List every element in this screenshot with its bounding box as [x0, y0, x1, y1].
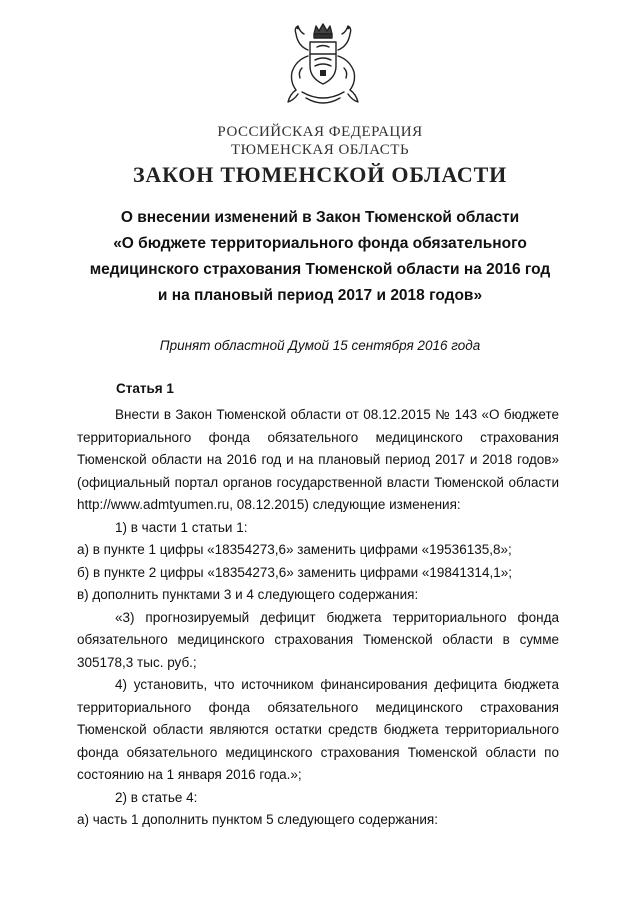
law-title-line: медицинского страхования Тюменской области на 2016 год [89, 261, 551, 278]
article-paragraph: 4) установить, что источником финансирования дефицита бюджета территориального фонда обязательного медицинского страхования Тюменской области являются остатки средств бюджета территориального фонда обязательного медицинского страхования Тюменской области по состоянию на 1 января 2016 года.»; [77, 677, 559, 782]
article-paragraph: а) часть 1 дополнить пунктом 5 следующего содержания: [77, 812, 438, 827]
article-paragraph: «3) прогнозируемый дефицит бюджета территориального фонда обязательного медицинского страхования Тюменской области в сумме 305178,3 тыс. руб.; [77, 609, 559, 670]
article-body [77, 404, 559, 832]
article-heading: Статья 1 [116, 381, 174, 396]
tyumen-coat-of-arms-icon [284, 20, 362, 112]
law-title-line: О внесении изменений в Закон Тюменской области [120, 209, 520, 226]
country-heading: РОССИЙСКАЯ ФЕДЕРАЦИЯ [217, 124, 423, 140]
law-title-line: и на плановый период 2017 и 2018 годов» [157, 287, 483, 304]
region-heading: ТЮМЕНСКАЯ ОБЛАСТЬ [230, 142, 410, 158]
article-paragraph: 2) в статье 4: [115, 789, 198, 805]
law-heading: ЗАКОН ТЮМЕНСКОЙ ОБЛАСТИ [132, 162, 507, 187]
law-title [60, 205, 580, 309]
article-paragraph: Внести в Закон Тюменской области от 08.12.2015 № 143 «О бюджете территориального фонда обязательного медицинского страхования Тюменской области на 2016 год и на плановый период 2017 и 2018 годов» (официальный портал органов государственной власти Тюменской области http://www.admtyumen.ru, 08.12.2015) следующие изменения: [77, 407, 559, 512]
article-paragraph: 1) в части 1 статьи 1: [115, 519, 248, 535]
article-paragraph: б) в пункте 2 цифры «18354273,6» заменить цифрами «19841314,1»; [77, 564, 512, 580]
law-title-line: «О бюджете территориального фонда обязательного [113, 235, 527, 252]
article-paragraph: а) в пункте 1 цифры «18354273,6» заменить цифрами «19536135,8»; [77, 542, 512, 557]
article-paragraph: в) дополнить пунктами 3 и 4 следующего содержания: [77, 587, 419, 602]
adoption-date: Принят областной Думой 15 сентября 2016 года [159, 338, 481, 353]
